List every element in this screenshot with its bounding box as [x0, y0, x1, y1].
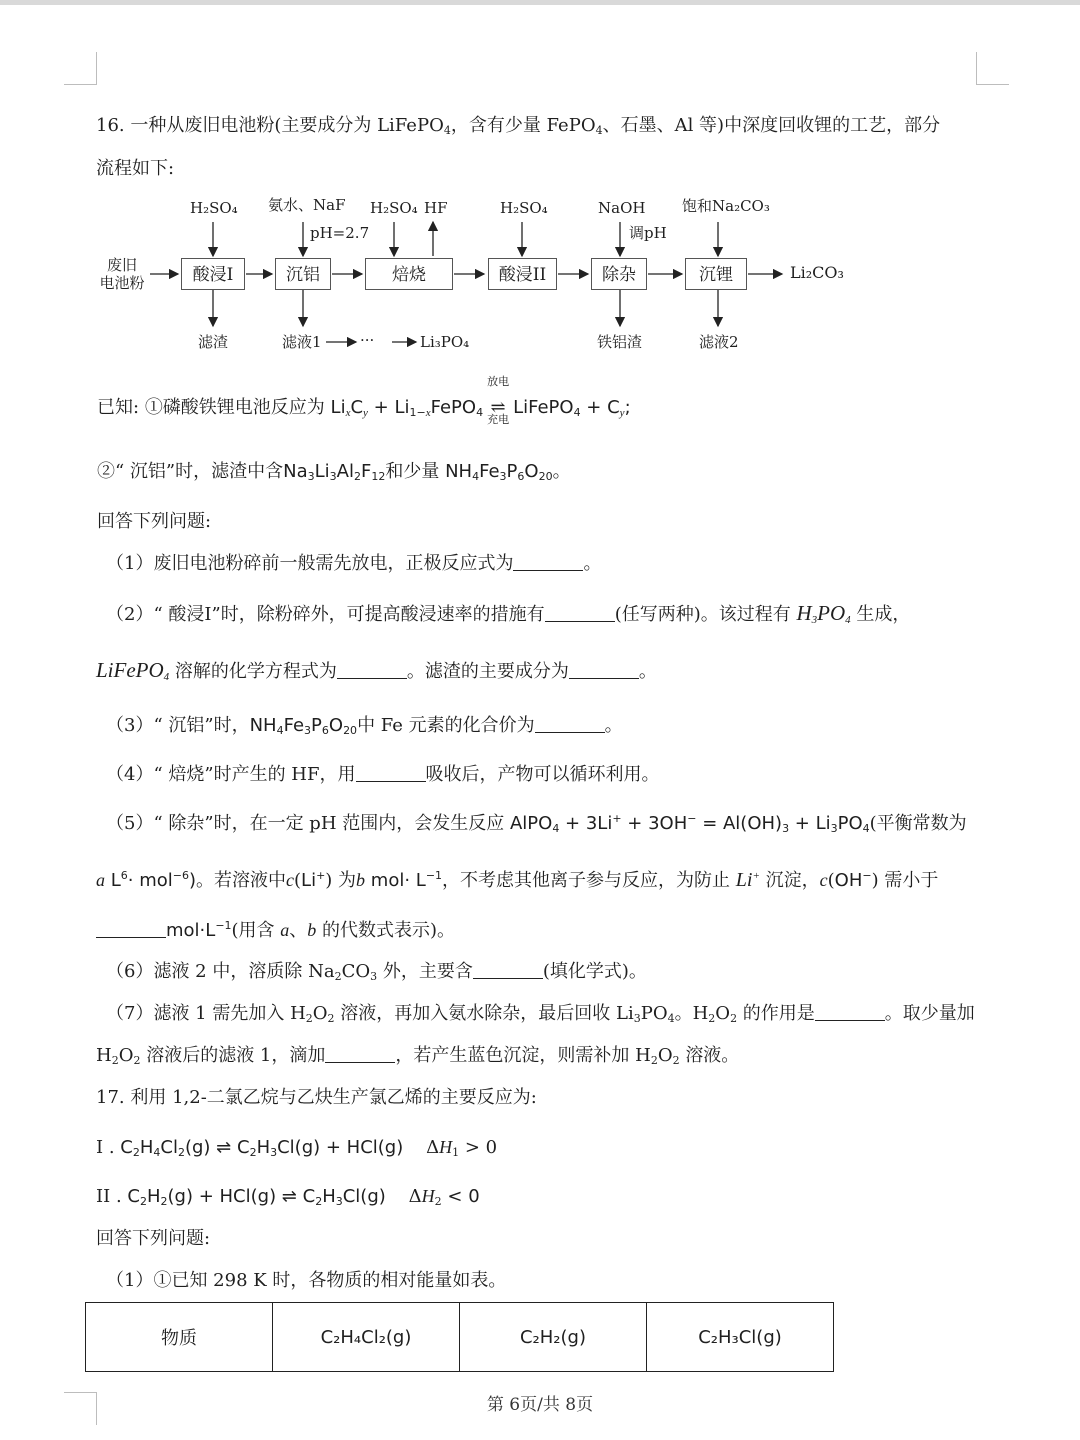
q16-answer-prompt: 回答下列问题:: [97, 511, 212, 532]
flow-ellipsis: ···: [360, 331, 375, 349]
q16-part-5-line3: $mol\cdot L^{-1}$(用含 a、b 的代数式表示)。: [96, 918, 986, 943]
flow-filtrate-2: 滤液2: [699, 333, 739, 351]
q16-intro-line2: 流程如下:: [96, 158, 175, 179]
reversible-arrow: 放电 ⇌ 充电: [487, 375, 510, 426]
answer-blank[interactable]: [325, 1044, 395, 1063]
flow-box-al-precip: 沉铝: [275, 258, 331, 290]
answer-blank[interactable]: [569, 660, 639, 679]
flow-output: Li₂CO₃: [790, 263, 844, 282]
flow-reagent-ammonia-naf: 氨水、NaF: [268, 196, 346, 214]
process-flow-diagram: [88, 190, 888, 370]
q17-answer-prompt: 回答下列问题:: [96, 1228, 211, 1249]
q17-reaction-1: I . $C_2H_4Cl_2(g)$ ⇌ $C_2H_3Cl(g) + HCl(g)$ $\Delta H_1 > 0$: [96, 1137, 498, 1159]
q16-part-5-line1: （5）“ 除杂”时，在一定 pH 范围内，会发生反应 AlPO$_4$ + $3Li^+ + 3OH^- = Al(OH)_3 + Li_3PO_4$(平衡常数为: [106, 812, 967, 835]
flow-reagent-h2so4-2: H₂SO₄: [370, 199, 418, 217]
table-header-cell: C₂H₄Cl₂(g): [273, 1303, 460, 1372]
q16-part-6: （6）滤液 2 中，溶质除 $Na_2CO_3$ 外，主要含 (填化学式)。: [106, 961, 647, 983]
answer-blank[interactable]: [356, 763, 426, 782]
q17-part-1: （1）①已知 298 K 时，各物质的相对能量如表。: [106, 1270, 507, 1291]
page-footer: 第 6页/共 8页: [486, 1395, 594, 1415]
flow-reagent-ph: pH=2.7: [310, 224, 370, 242]
answer-blank[interactable]: [96, 919, 166, 938]
q16-part-7-line2: $H_2O_2$ 溶液后的滤液 1，滴加 ，若产生蓝色沉淀，则需补加 $H_2O_2$ 溶液。: [96, 1045, 740, 1067]
flow-reagent-naoh: NaOH: [598, 199, 646, 217]
table-header-cell: C₂H₂(g): [460, 1303, 647, 1372]
flow-input-label: 废旧 电池粉: [99, 256, 145, 292]
flow-box-roast: 焙烧: [365, 258, 453, 290]
crop-mark-top-left: [64, 52, 97, 85]
answer-blank[interactable]: [473, 960, 543, 979]
table-header-cell: 物质: [86, 1303, 273, 1372]
flow-reagent-h2so4-1: H₂SO₄: [190, 199, 238, 217]
q17-intro: 17. 利用 1,2-二氯乙烷与乙炔生产氯乙烯的主要反应为:: [96, 1087, 537, 1108]
q16-part-1: （1）废旧电池粉碎前一般需先放电，正极反应式为 。: [106, 553, 602, 574]
q16-part-7-line1: （7）滤液 1 需先加入 $H_2O_2$ 溶液，再加入氨水除杂，最后回收 $Li_3PO_4$。$H_2O_2$ 的作用是 。取少量加: [106, 1003, 975, 1025]
q16-part-5-line2: a $L^6\cdot mol^{-6}$)。若溶液中c(Li+) 为b $mol\cdot L^{-1}$，不考虑其他离子参与反应，为防止 Li+ 沉淀，c(OH−) 需小于: [96, 869, 939, 891]
flow-box-li-precip: 沉锂: [685, 258, 747, 290]
flow-reagent-h2so4-3: H₂SO₄: [500, 199, 548, 217]
answer-blank[interactable]: [513, 552, 583, 571]
q17-reaction-2: II . $C_2H_2(g) + HCl(g)$ ⇌ $C_2H_3Cl(g)$ $\Delta H_2 < 0$: [96, 1186, 480, 1208]
q16-part-4: （4）“ 焙烧”时产生的 HF，用 吸收后，产物可以循环利用。: [106, 764, 660, 785]
top-bar: [0, 0, 1080, 5]
flow-box-impurity-removal: 除杂: [591, 258, 647, 290]
flow-residue: 滤渣: [198, 333, 229, 351]
answer-blank[interactable]: [815, 1002, 885, 1021]
energy-table: [85, 1302, 834, 1372]
answer-blank[interactable]: [545, 603, 615, 622]
flow-box-acid-leach-1: 酸浸I: [181, 258, 245, 290]
flow-box-acid-leach-2: 酸浸II: [488, 258, 557, 290]
q16-part-2-line2: LiFePO$_4$ 溶解的化学方程式为 。滤渣的主要成分为 。: [96, 658, 657, 683]
flow-li3po4: Li₃PO₄: [420, 333, 470, 351]
flow-reagent-adjust-ph: 调pH: [629, 224, 667, 242]
q16-part-3: （3）“ 沉铝”时，$NH_4Fe_3P_6O_{20}$中 Fe 元素的化合价为 。: [106, 715, 623, 737]
flow-reagent-hf: HF: [424, 199, 448, 217]
answer-blank[interactable]: [535, 714, 605, 733]
known-2: ②“ 沉铝”时，滤渣中含$Na_3Li_3Al_2F_{12}$和少量 $NH_4Fe_3P_6O_{20}$。: [97, 461, 571, 483]
table-header-cell: C₂H₃Cl(g): [647, 1303, 834, 1372]
known-1: 已知: ①磷酸铁锂电池反应为 $Li_xC_y$ + $Li_{1-x}FePO_4$ 放电 ⇌ 充电 LiFePO$_4$ + $C_y$;: [97, 375, 631, 426]
answer-blank[interactable]: [337, 660, 407, 679]
flow-filtrate-1: 滤液1: [282, 333, 322, 351]
flow-fe-al-residue: 铁铝渣: [597, 333, 643, 351]
q16-intro-line1: 16. 一种从废旧电池粉(主要成分为 LiFePO$_4$，含有少量 FePO$_4$、石墨、Al 等)中深度回收锂的工艺，部分: [96, 115, 941, 137]
q16-part-2-line1: （2）“ 酸浸I”时，除粉碎外，可提高酸浸速率的措施有 (任写两种)。该过程有 $H_3PO_4$ 生成，: [106, 601, 911, 626]
crop-mark-top-right: [976, 52, 1009, 85]
flow-reagent-na2co3: 饱和Na₂CO₃: [682, 197, 770, 215]
table-row: [86, 1303, 834, 1372]
